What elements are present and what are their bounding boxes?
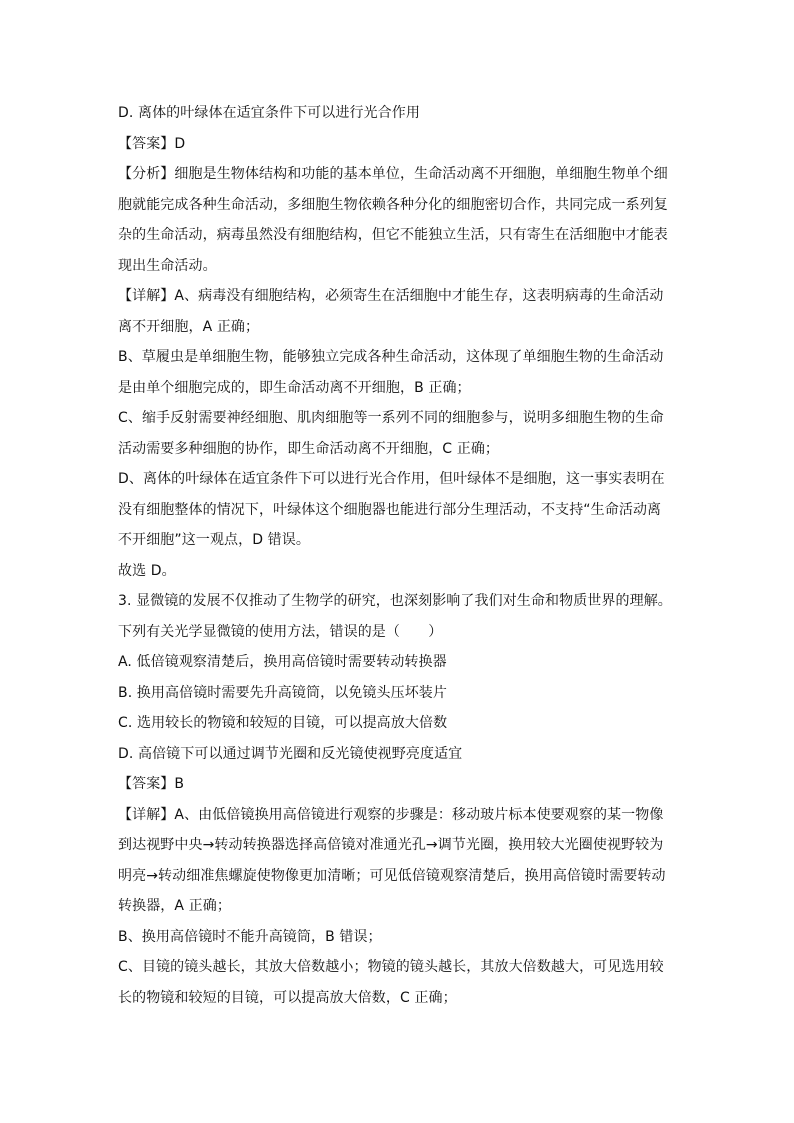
text-line: D. 离体的叶绿体在适宜条件下可以进行光合作用 (118, 105, 420, 121)
text-line: C、缩手反射需要神经细胞、肌肉细胞等一系列不同的细胞参与，说明多细胞生物的生命 (118, 410, 664, 426)
option-a: A. 低倍镜观察清楚后，换用高倍镜时需要转动转换器 (118, 654, 447, 670)
document-page (118, 98, 678, 1013)
text-line: C、目镜的镜头越长，其放大倍数越小；物镜的镜头越长，其放大倍数越大，可见选用较 (118, 959, 664, 975)
text-line: 长的物镜和较短的目镜，可以提高放大倍数，C 正确； (118, 989, 457, 1006)
text-line: 现出生命活动。 (118, 257, 217, 274)
text-line: 转换器，A 正确； (118, 898, 231, 914)
analysis-line: 【分析】细胞是生物体结构和功能的基本单位，生命活动离不开细胞，单细胞生物单个细 (118, 166, 668, 182)
answer-line: 【答案】B (118, 776, 185, 792)
text-line: 活动需要多种细胞的协作，即生命活动离不开细胞，C 正确； (118, 440, 500, 457)
question-line: 下列有关光学显微镜的使用方法，错误的是（ ） (118, 623, 443, 640)
text-line: 不开细胞”这一观点，D 错误。 (118, 532, 310, 548)
text-line: 明亮→转动细准焦螺旋使物像更加清晰；可见低倍镜观察清楚后，换用高倍镜时需要转动 (118, 867, 666, 884)
explanation-line: 【详解】A、病毒没有细胞结构，必须寄生在活细胞中才能生存，这表明病毒的生命活动 (118, 288, 664, 304)
text-line: 杂的生命活动，病毒虽然没有细胞结构，但它不能独立生活，只有寄生在活细胞中才能表 (118, 227, 668, 243)
question-line: 3. 显微镜的发展不仅推动了生物学的研究，也深刻影响了我们对生命和物质世界的理解。 (118, 593, 672, 609)
text-line: B、草履虫是单细胞生物，能够独立完成各种生命活动，这体现了单细胞生物的生命活动 (118, 349, 664, 365)
text-line: 到达视野中央→转动转换器选择高倍镜对准通光孔→调节光圈，换用较大光圈使视野较为 (118, 837, 664, 853)
text-line: D、离体的叶绿体在适宜条件下可以进行光合作用，但叶绿体不是细胞，这一事实表明在 (118, 471, 665, 487)
text-line: 胞就能完成各种生命活动，多细胞生物依赖各种分化的细胞密切合作，共同完成一系列复 (118, 196, 668, 213)
text-line: 是由单个细胞完成的，即生命活动离不开细胞，B 正确； (118, 379, 471, 396)
text-line: 没有细胞整体的情况下，叶绿体这个细胞器也能进行部分生理活动，不支持“生命活动离 (118, 501, 662, 518)
explanation-line: 【详解】A、由低倍镜换用高倍镜进行观察的步骤是：移动玻片标本使要观察的某一物像 (118, 806, 664, 823)
text-line: B、换用高倍镜时不能升高镜筒，B 错误； (118, 928, 382, 945)
conclusion-line: 故选 D。 (118, 562, 176, 579)
answer-line: 【答案】D (118, 135, 186, 152)
option-c: C. 选用较长的物镜和较短的目镜，可以提高放大倍数 (118, 715, 448, 731)
option-d: D. 高倍镜下可以通过调节光圈和反光镜使视野亮度适宜 (118, 745, 463, 762)
option-b: B. 换用高倍镜时需要先升高镜筒，以免镜头压坏装片 (118, 684, 448, 701)
text-line: 离不开细胞，A 正确； (118, 318, 260, 335)
